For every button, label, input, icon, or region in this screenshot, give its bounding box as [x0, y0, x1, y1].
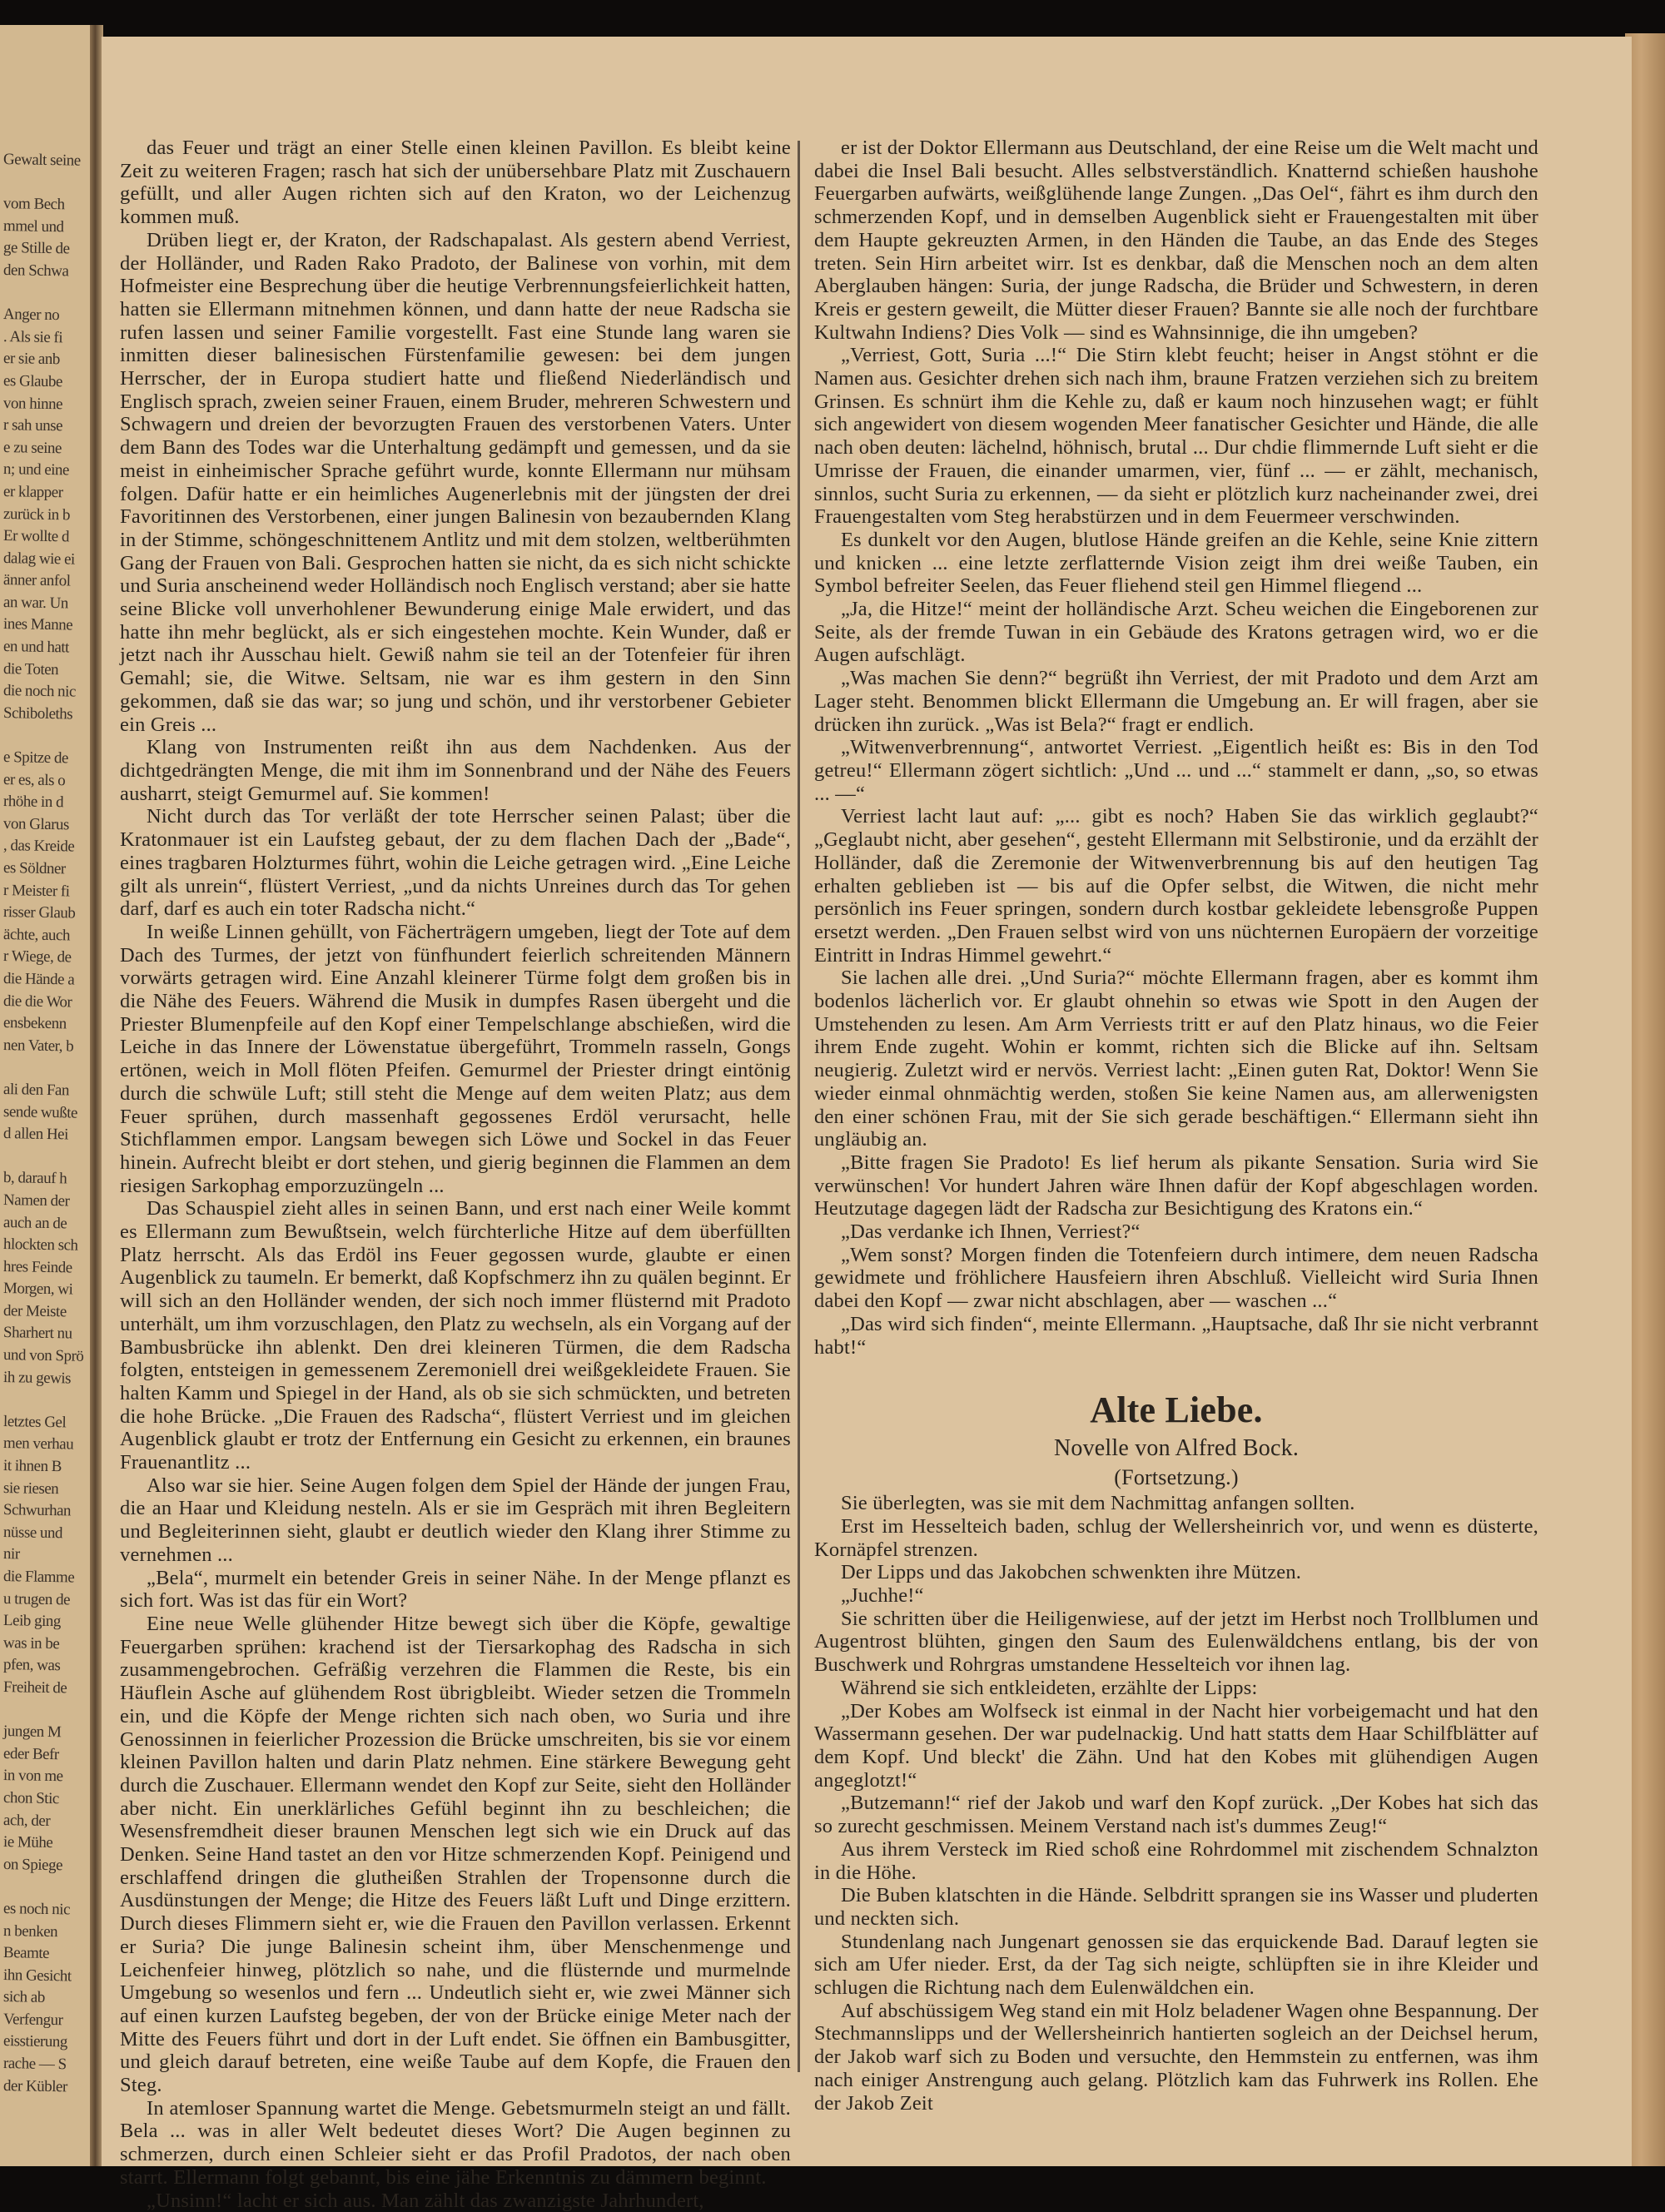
paragraph: Es dunkelt vor den Augen, blutlose Hände greifen an die Kehle, seine Knie zittern und knicken ... eine letzte zerflatternde Vision zeigt ihm drei weiße Tauben, ein Symbol befreiter Seelen, das Feuer fliehend steil gen Himmel fliegend ...: [814, 528, 1538, 598]
fragment-line: er es, als o: [2, 770, 66, 789]
story-subtitle: Novelle von Alfred Bock.: [1053, 1435, 1300, 1462]
fragment-line: sie riesen: [2, 1479, 59, 1498]
fragment-line: r Meister fi: [2, 881, 70, 901]
fragment-line: u trugen de: [2, 1589, 71, 1609]
fragment-line: von Glarus: [2, 814, 70, 834]
fragment-line: hres Feinde: [2, 1257, 72, 1277]
fragment-line: an war. Un: [2, 593, 69, 613]
fragment-line: d allen Hei: [2, 1125, 69, 1144]
story-continuation-note: (Fortsetzung.): [1114, 1465, 1239, 1490]
fragment-line: , das Kreide: [2, 837, 75, 856]
fragment-line: [3, 282, 95, 306]
fragment-line: zurück in b: [2, 505, 71, 524]
paragraph: Sie lachen alle drei. „Und Suria?“ möchte Ellermann fragen, aber es kommt ihm bodenlos lächerlich vor. Er glaubt ohnehin so etwas wie Spott in den Augen der Umstehenden zu lesen. Am Arm Verriests tritt er auf den Platz hinaus, wo die Feier ihrem Ende zugeht. Wohin er kommt, richten sich die Blicke auf ihn. Seltsam neugierig. Zuletzt wird er nervös. Verriest lacht: „Einen guten Rat, Doktor! Wenn Sie wieder einmal ohnmächtig werden, stoßen Sie keine Namen aus, am allerwenigsten den einer schönen Frau, mit der Sie sich gerade beschäftigen.“ Ellermann sieht ihn ungläubig an.: [814, 967, 1538, 1151]
paragraph: Während sie sich entkleideten, erzählte der Lipps:: [841, 1676, 1258, 1699]
fragment-line: Beamte: [2, 1944, 50, 1963]
fragment-line: risser Glaub: [2, 903, 76, 922]
fragment-line: e zu seine: [2, 438, 62, 457]
paragraph: „Bela“, murmelt ein betender Greis in seiner Nähe. In der Menge pflanzt es sich fort. Was ist das für ein Wort?: [120, 1566, 791, 1613]
fragment-line: b, darauf h: [2, 1169, 67, 1188]
fragment-line: [3, 1056, 95, 1081]
fragment-line: von hinne: [2, 394, 63, 413]
fragment-line: die die Wor: [2, 992, 72, 1012]
paragraph: Nicht durch das Tor verläßt der tote Herrscher seinen Palast; über die Kratonmauer ist ein Laufsteg gebaut, der zu dem flachen Dach der „Bade“, eines tragbaren Holzturmes führt, wohin die Leiche getragen wird. „Eine Leiche gilt als unrein“, flüstert Verriest, „und da nichts Unreines durch das Tor gehen darf, darf es auch ein toter Radscha nicht.“: [120, 805, 791, 921]
fragment-line: ge Stille de: [2, 239, 70, 258]
fragment-line: ih zu gewis: [2, 1368, 72, 1388]
paragraph: In atemloser Spannung wartet die Menge. Gebetsmurmeln steigt an und fällt. Bela ... was in aller Welt bedeutet dieses Wort? Die Augen beginnen zu schmerzen, durch einen Schleier sieht er das Profil Pradotos, der nach oben starrt. Ellermann folgt gebannt, bis eine jähe Erkenntnis zu dämmern beginnt.: [120, 2096, 791, 2189]
fragment-line: [3, 1876, 95, 1900]
paragraph: „Unsinn!“ lacht er sich aus. Man zählt das zwanzigste Jahrhundert,: [147, 2189, 704, 2212]
fragment-line: in von me: [2, 1767, 63, 1786]
fragment-line: [3, 1699, 95, 1723]
fragment-line: Namen der: [2, 1191, 70, 1210]
fragment-line: eder Befr: [2, 1744, 59, 1763]
fragment-line: mmel und: [2, 216, 64, 236]
paragraph: Verriest lacht laut auf: „... gibt es noch? Haben Sie das wirklich geglaubt?“ „Geglaubt nicht, aber gesehen“, gesteht Ellermann mit Selbstironie, und da erzählt der Holländer, daß die Zeremonie der Witwenverbrennung bis auf den heutigen Tag erhalten geblieben ist — bis auf die Opfer selbst, die Witwen, die nicht mehr persönlich ins Feuer springen, sondern durch kostbar gekleidete lebensgroße Puppen ersetzt werden. „Den Frauen selbst wird von uns nüchternen Europäern der vorzeitige Eintritt in Indras Himmel gewehrt.“: [814, 805, 1538, 967]
paragraph: „Der Kobes am Wolfseck ist einmal in der Nacht hier vorbeigemacht und hat den Wassermann gesehen. Der war pudelnackig. Und hatt statts dem Haar Schilfblätter auf dem Kopf. Und bleckt' die Zähn. Und hat den Kobes mit glühendigen Augen angeglotzt!“: [814, 1699, 1538, 1792]
fragment-line: hlockten sch: [2, 1235, 78, 1255]
newspaper-page: [102, 37, 1632, 2212]
fragment-line: er sie anb: [2, 350, 61, 369]
fragment-line: und von Sprö: [2, 1346, 84, 1365]
paragraph: „Ja, die Hitze!“ meint der holländische Arzt. Scheu weichen die Eingeborenen zur Seite, als der fremde Tuwan in ein Gebäude des Kratons getragen wird, wo er die Augen aufschlägt.: [814, 598, 1538, 667]
fragment-line: [3, 171, 95, 196]
fragment-line: r sah unse: [2, 416, 63, 435]
fragment-line: den Schwa: [2, 261, 69, 281]
fragment-line: er klapper: [2, 482, 63, 502]
fragment-line: Schiboleths: [2, 703, 73, 723]
fragment-line: sende wußte: [2, 1102, 78, 1122]
fragment-line: die Flamme: [2, 1568, 75, 1587]
fragment-line: ihn Gesicht: [2, 1966, 72, 1986]
fragment-line: es Söldner: [2, 859, 66, 878]
previous-page-edge: [0, 25, 93, 2166]
paragraph: Klang von Instrumenten reißt ihn aus dem Nachdenken. Aus der dichtgedrängten Menge, die mit ihm im Sonnenbrand und der Nähe des Feuers ausharrt, steigt Gemurmel auf. Sie kommen!: [120, 736, 791, 805]
paragraph: Die Buben klatschten in die Hände. Selbdritt sprangen sie ins Wasser und pluderten und neckten sich.: [814, 1884, 1538, 1930]
fragment-line: die noch nic: [2, 682, 77, 701]
fragment-line: r Wiege, de: [2, 947, 72, 967]
paragraph: „Verriest, Gott, Suria ...!“ Die Stirn klebt feucht; heiser in Angst stöhnt er die Namen aus. Gesichter drehen sich nach ihm, braune Fratzen verziehen sich zu breitem Grinsen. Es schnürt ihm die Kehle zu, daß er kaum noch hinzusehen wagt; er fühlt sich angewidert von diesem wogenden Meer fanatischer Gesichter und Hände, die alle nach oben deuten: lächelnd, höhnisch, brutal ... Dur chdie flimmernde Luft sieht er die Umrisse der Frauen, die einander umarmen, vier, fünf ... — er zählt, mechanisch, sinnlos, sucht Suria zu erkennen, — da sieht er plötzlich kurz nacheinander zwei, drei Frauengestalten vom Steg herabstürzen und in dem Feuermeer verschwinden.: [814, 344, 1538, 529]
fragment-line: jungen M: [2, 1722, 62, 1742]
fragment-line: pfen, was: [2, 1656, 61, 1675]
fragment-line: es Glaube: [2, 371, 63, 391]
fragment-line: ines Manne: [2, 615, 73, 634]
fragment-line: ali den Fan: [2, 1080, 70, 1100]
fragment-line: was in be: [2, 1633, 60, 1653]
story-alte-liebe: [814, 1387, 1538, 2115]
article-right-column: [814, 137, 1538, 1359]
fragment-line: sich ab: [2, 1988, 45, 2007]
paragraph: In weiße Linnen gehüllt, von Fächerträgern umgeben, liegt der Tote auf dem Dach des Turmes, der jetzt von fünfhundert feierlich schreitenden Männern vorwärts getragen wird. Eine Anzahl kleinerer Türme folgt dem großen bis in die Nähe des Feuers. Während die Musik in dumpfes Rasen übergeht und die Priester Blumenpfeile auf den Kopf einer Tempelschlange abschießen, wird die Leiche in das Innere der Löwenstatue übergeführt, Trommeln rasseln, Gongs ertönen, weich in Moll flöten Pfeifen. Gemurmel der Priester dringt eintönig durch die schwüle Luft; still steht die Menge auf dem weiten Platz; aus dem Feuer sprühen, durch massenhaft gegossenes Erdöl verursacht, helle Stichflammen empor. Langsam bewegen sich Löwe und Sockel in das Feuer hinein. Aufrecht bleibt er dort stehen, und gierig beginnen die Flammen an dem riesigen Sarkophag emporzuzüngeln ...: [120, 920, 791, 1197]
fragment-line: [3, 1389, 95, 1413]
fragment-line: rache — S: [2, 2055, 67, 2074]
fragment-line: it ihnen B: [2, 1457, 62, 1476]
fragment-line: Schwurhan: [2, 1501, 72, 1520]
fragment-line: Gewalt seine: [2, 151, 81, 170]
paragraph: Der Lipps und das Jakobchen schwenkten ihre Mützen.: [841, 1561, 1302, 1584]
fragment-line: ächte, auch: [2, 925, 71, 945]
paragraph: Stundenlang nach Jungenart genossen sie das erquickende Bad. Darauf legten sie sich am Ufer nieder. Erst, da der Tag sich neigte, schlüpften sie in ihre Kleider und schlugen die Richtung nach dem Eulenwäldchen ein.: [814, 1930, 1538, 2000]
fragment-line: nüsse und: [2, 1523, 63, 1543]
paragraph: „Butzemann!“ rief der Jakob und warf den Kopf zurück. „Der Kobes hat sich das so zurecht geschmissen. Meinem Verstand nach ist's dummes Zeug!“: [814, 1792, 1538, 1838]
fragment-line: Anger no: [2, 306, 60, 325]
fragment-line: Er wollte d: [2, 527, 70, 546]
paragraph: Aus ihrem Versteck im Ried schoß eine Rohrdommel mit zischendem Schnalzton in die Höhe.: [814, 1837, 1538, 1884]
fragment-line: eisstierung: [2, 2032, 68, 2051]
paragraph: Sie schritten über die Heiligenwiese, auf der jetzt im Herbst noch Trollblumen und Augentrost blühten, gingen den Saum des Eulenwäldchens entlang, bis der von Buschwerk und Rohrgras umstandene Hesselteich vor ihnen lag.: [814, 1607, 1538, 1677]
paragraph: Eine neue Welle glühender Hitze bewegt sich über die Köpfe, gewaltige Feuergarben sprühen: krachend ist der Tiersarkophag des Radscha in sich zusammengebrochen. Gefräßig verzehren die Flammen die Reste, bis ein Häuflein Asche auf glühendem Rost übrigbleibt. Wieder setzen die Trommeln ein, und die Köpfe der Menge richten sich nach oben, wo Suria und ihre Genossinnen in feierlicher Prozession die Brücke umschreiten, bis sie vor einem kleinen Pavillon halten und darin Platz nehmen. Eine stärkere Bewegung geht durch die Zuschauer. Ellermann wendet den Kopf zur Seite, sieht den Holländer aber nicht. Ein unerklärliches Gefühl beginnt ihn zu beschleichen; die Wesensfremdheit dieser braunen Menschen legt sich wie ein Druck auf das Denken. Seine Hand tastet an den vor Hitze schmerzenden Kopf. Peinigend und erschlaffend dringen die glutheißen Strahlen der Tropensonne durch die Ausdünstungen der Menge; die Hitze des Feuers läßt Luft und Dinge erzittern. Durch dieses Flimmern sieht er, wie die Frauen den Pavillon verlassen. Erkennt er Suria? Die junge Balinesin scheint ihm, über Menschenmenge und Leichenfeier hinweg, plötzlich so nahe, und die flüsternde und murmelnde Umgebung so wesenlos und fern ... Undeutlich sieht er, wie zwei Männer sich auf einen kurzen Laufsteg begeben, der von der Brücke einige Meter nach der Mitte des Feuers führt und dort in der Luft endet. Sie öffnen ein Bambusgitter, und gleich darauf betreten, eine weiße Taube auf dem Kopfe, die Frauen den Steg.: [120, 1613, 791, 2097]
paragraph: „Juchhe!“: [841, 1584, 924, 1608]
paragraph: er ist der Doktor Ellermann aus Deutschland, der eine Reise um die Welt macht und dabei die Insel Bali besucht. Alles selbstverständlich. Knatternd schießen haushohe Feuergarben aufwärts, weißglühende lange Zungen. „Das Oel“, fährt es ihm durch den schmerzenden Kopf, und in demselben Augenblick sieht er Frauengestalten mit über dem Haupte gekreuzten Armen, in den Händen die Taube, an das Ende des Steges treten. Sein Hirn arbeitet wirr. Ist es denkbar, daß die Menschen noch an dem alten Aberglauben hängen: Suria, der junge Radscha, die Brüder und Schwestern, in deren Kreis er gestern geweilt, die Mütter dieser Frauen? Bannte sie alle noch der furchtbare Kultwahn Indiens? Dies Volk — sind es Wahnsinnige, die ihn umgeben?: [814, 137, 1538, 344]
paragraph: „Witwenverbrennung“, antwortet Verriest. „Eigentlich heißt es: Bis in den Tod getreu!“ Ellermann zögert sichtlich: „Und ... und ...“ stammelt er dann, „so, so etwas ... —“: [814, 736, 1538, 805]
fragment-line: Morgen, wi: [2, 1280, 73, 1299]
right-column: [814, 137, 1538, 2115]
paragraph: Auf abschüssigem Weg stand ein mit Holz beladener Wagen ohne Bespannung. Der Stechmannslipps und der Wellersheinrich hantierten sogleich an der Deichsel herum, der Jakob warf sich zu Boden und versuchte, den Hemmstein zu entfernen, was ihm nach einiger Anstrengung auch gelang. Plötzlich kam das Fuhrwerk ins Rollen. Ehe der Jakob Zeit: [814, 1999, 1538, 2115]
fragment-line: Freiheit de: [2, 1678, 67, 1698]
article-left-column: [120, 137, 791, 2212]
paragraph: Sie überlegten, was sie mit dem Nachmittag anfangen sollten.: [841, 1492, 1355, 1515]
fragment-line: auch an de: [2, 1213, 67, 1232]
fragment-line: men verhau: [2, 1434, 74, 1454]
fragment-line: e Spitze de: [2, 748, 69, 768]
fragment-line: ach, der: [2, 1811, 51, 1830]
fragment-line: . Als sie fi: [2, 327, 63, 347]
fragment-line: ie Mühe: [2, 1833, 53, 1852]
column-divider: [798, 141, 800, 2072]
paragraph: „Das verdanke ich Ihnen, Verriest?“: [841, 1220, 1141, 1244]
paragraph: „Wem sonst? Morgen finden die Totenfeiern durch intimere, dem neuen Radscha gewidmete und fröhlichere Hausfeiern ihren Abschluß. Vielleicht wird Suria Ihnen dabei den Kopf — zwar nicht abschlagen, aber — waschen ...“: [814, 1243, 1538, 1313]
fragment-line: der Kübler: [2, 2076, 67, 2096]
fragment-line: Sharhert nu: [2, 1324, 72, 1343]
fragment-line: chon Stic: [2, 1788, 59, 1808]
fragment-line: Leib ging: [2, 1612, 62, 1631]
fragment-line: en und hatt: [2, 638, 70, 657]
paragraph: „Bitte fragen Sie Pradoto! Es lief herum als pikante Sensation. Suria wird Sie verwünschen! Vor hundert Jahren wäre Ihnen dafür der Kopf abgeschlagen worden. Heutzutage dagegen lädt der Radscha zur Besichtigung des Kratons ein.“: [814, 1151, 1538, 1220]
fragment-line: der Meiste: [2, 1301, 67, 1321]
fragment-line: on Spiege: [2, 1855, 63, 1874]
story-body: [814, 1492, 1538, 2115]
previous-page-text-fragments: [3, 150, 95, 2098]
fragment-line: die Hände a: [2, 970, 75, 989]
fragment-line: Verfengur: [2, 2010, 63, 2030]
fragment-line: [3, 1146, 95, 1170]
story-title: Alte Liebe.: [1090, 1389, 1263, 1431]
fragment-line: rhöhe in d: [2, 793, 64, 812]
paragraph: das Feuer und trägt an einer Stelle einen kleinen Pavillon. Es bleibt keine Zeit zu weiteren Fragen; rasch hat sich der unübersehbare Platz mit Zuschauern gefüllt, und aller Augen richten sich auf den Kraton, wo der Leichenzug kommen muß.: [120, 137, 791, 229]
fragment-line: letztes Gel: [2, 1412, 67, 1432]
fragment-line: ensbekenn: [2, 1014, 67, 1033]
paragraph: Erst im Hesselteich baden, schlug der Wellersheinrich vor, und wenn es düsterte, Kornäpfel strenzen.: [814, 1514, 1538, 1561]
fragment-line: nir: [2, 1545, 20, 1563]
paragraph: „Das wird sich finden“, meinte Ellermann. „Hauptsache, daß Ihr sie nicht verbrannt habt!“: [814, 1312, 1538, 1359]
fragment-line: vom Bech: [2, 195, 65, 214]
fragment-line: dalag wie ei: [2, 549, 75, 569]
paragraph: Das Schauspiel zieht alles in seinen Bann, und erst nach einer Weile kommt es Ellermann zum Bewußtsein, welch fürchterliche Hitze auf dem überfüllten Platz herrscht. Als das Erdöl ins Feuer gegossen wurde, glaubte er einen Augenblick zu taumeln. Er bemerkt, daß Kopfschmerz ihn zu quälen beginnt. Er will sich an den Holländer wenden, der sich noch immer flüsternd mit Pradoto unterhält, um ihm vorzuschlagen, den Platz zu wechseln, als ein Vorgang auf der Bambusbrücke ihn ablenkt. Den drei kleineren Türmen, die dem Radscha folgten, entsteigen in gemessenem Zeremoniell drei weißgekleidete Frauen. Sie halten Kamm und Spiegel in der Hand, als ob sie sich schmückten, und betreten die hohe Brücke. „Die Frauen des Radscha“, flüstert Verriest und im gleichen Augenblick glaubt er trotz der Entfernung ein Gesicht zu erkennen, ein braunes Frauenantlitz ...: [120, 1197, 791, 1474]
fragment-line: die Toten: [2, 659, 59, 679]
fragment-line: änner anfol: [2, 571, 71, 590]
fragment-line: n; und eine: [2, 460, 70, 480]
paragraph: Drüben liegt er, der Kraton, der Radschapalast. Als gestern abend Verriest, der Holländer, und Raden Rako Pradoto, der Balinese von vorhin, mit dem Hofmeister eine Besprechung über die heutige Verbrennungsfeierlichkeit hatten, hatten sie Ellermann mitnehmen können, und dann hatte der neue Radscha sie rufen lassen und seiner Familie vorgestellt. Fast eine Stunde lang waren sie inmitten dieser balinesischen Fürstenfamilie gewesen: bei dem jungen Herrscher, der in Europa studiert hatte und fließend Niederländisch und Englisch sprach, zweien seiner Frauen, einem Bruder, mehreren Schwestern und Schwagern und dreien der bevorzugten Frauen des verstorbenen Vaters. Unter dem Bann des Todes war die Unterhaltung gedämpft und gemessen, und da sie meist in einheimischer Sprache geführt wurde, konnte Ellermann nur mühsam folgen. Dafür hatte er ein heimliches Augenerlebnis mit der jüngsten der drei Favoritinnen des Verstorbenen, einer jungen Balinesin von bezaubernden Klang in der Stimme, schöngeschnittenem Antlitz und mit dem stolzen, weltberühmten Gang der Frauen von Bali. Gesprochen hatten sie nicht, da es sich nicht schickte und Suria anscheinend weder Holländisch noch Englisch verstand; aber sie hatte seine Blicke voll unverhohlener Bewunderung einige Male erwidert, und das hatte ihn mehr beglückt, als er sich eingestehen mochte. Kein Wunder, daß er jetzt nach ihr Ausschau hielt. Gewiß nahm sie teil an der Totenfeier für ihren Gemahl; sie, die Witwe. Seltsam, nie war es ihm gestern in den Sinn gekommen, daß sie das war; so jung und schön, und ihr verstorbener Gebieter ein Greis ...: [120, 228, 791, 736]
fragment-line: es noch nic: [2, 1899, 71, 1919]
fragment-line: n benken: [2, 1921, 58, 1941]
fragment-line: [3, 724, 95, 748]
paragraph: „Was machen Sie denn?“ begrüßt ihn Verriest, der mit Pradoto und dem Arzt am Lager steht. Benommen blickt Ellermann die Umgebung an. Er will fragen, aber sie drücken ihn zurück. „Was ist Bela?“ fragt er endlich.: [814, 667, 1538, 736]
fragment-line: nen Vater, b: [2, 1036, 74, 1056]
paragraph: Also war sie hier. Seine Augen folgen dem Spiel der Hände der jungen Frau, die an Haar und Kleidung nesteln. Als er sie im Gespräch mit ihren Begleitern und Begleiterinnen sieht, glaubt er deutlich wieder den Klang ihrer Stimme zu vernehmen ...: [120, 1474, 791, 1566]
